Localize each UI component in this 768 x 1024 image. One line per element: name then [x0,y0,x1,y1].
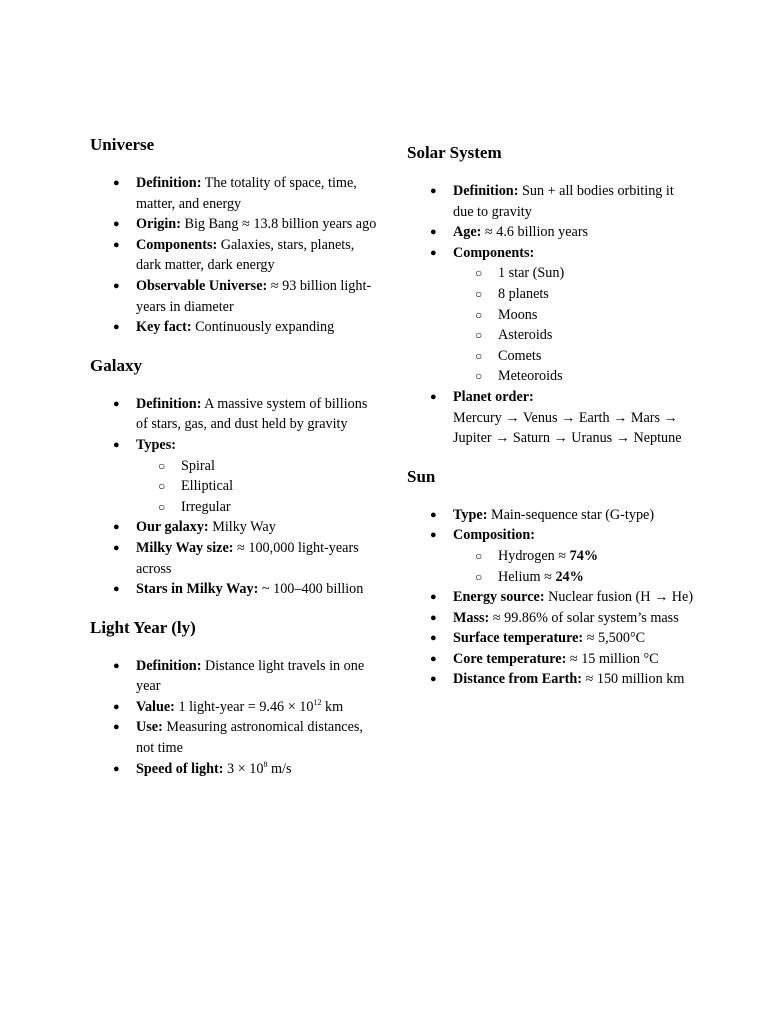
item-label: Speed of light: [136,760,224,777]
item-label: Components: [136,236,218,253]
list-item [136,759,380,780]
list-item [136,656,380,697]
item-label: Stars in Milky Way: [136,581,259,598]
item-label: Energy source: [453,589,545,606]
lightyear-list [90,656,380,780]
item-value: 24% [555,568,584,585]
sub-list-item [498,546,697,567]
item-label: Core temperature: [453,650,567,667]
item-label: Observable Universe: [136,277,268,294]
item-text: ≈ 4.6 billion years [481,224,589,241]
item-text: Sun + all bodies orbiting it due to gravity [453,183,674,220]
list-item [136,538,380,579]
item-label: Definition: [136,395,202,412]
solar-system-section [407,142,697,449]
list-item [136,517,380,538]
sun-composition-list [453,546,697,587]
list-item [136,394,380,435]
sub-list-item: ○ Asteroids [498,325,697,346]
list-item [453,387,697,449]
item-label: ● Components: [453,244,535,261]
sub-list-item: ○ 8 planets [498,284,697,305]
item-text: ~ 100–400 billion [258,581,364,598]
list-item [136,579,380,600]
lightyear-section [90,617,380,780]
list-item [453,181,697,222]
item-unit: km [321,698,344,715]
right-column [407,142,697,707]
item-text: 1 light-year = 9.46 × 10 [174,698,314,715]
lightyear-heading: Light Year (ly) [90,617,196,637]
item-text: Hydrogen ≈ [498,547,570,564]
item-text: 3 × 10 [223,760,264,777]
item-text: Helium ≈ [498,568,556,585]
item-label: ● Types: [136,436,176,453]
list-item [453,628,697,649]
item-label: Milky Way size: [136,539,234,556]
item-text: The totality of space, time, matter, and energy [136,175,357,212]
list-item [453,525,697,587]
galaxy-types-list [136,456,380,518]
item-text: Distance light travels in one year [136,657,365,695]
list-item [453,243,697,387]
list-item [136,235,380,276]
item-text: ≈ 99.86% of solar system’s mass [489,609,679,626]
list-item [136,435,380,517]
item-text: Big Bang ≈ 13.8 billion years ago [180,216,377,233]
exponent: 8 [263,759,268,769]
item-text: ≈ 150 million km [581,671,685,688]
item-unit: m/s [267,760,292,777]
item-text: Nuclear fusion (H → He) [544,589,694,606]
item-label: Surface temperature: [453,630,584,647]
item-label: Definition: [136,657,202,674]
item-label: Value: [136,698,175,715]
sub-list-item: ○ Irregular [181,497,380,518]
item-label: Mass: [453,609,490,626]
list-item [453,608,697,629]
item-text: ≈ 93 billion light-years in diameter [136,277,372,315]
solar-system-list [407,181,697,449]
list-item [136,173,380,214]
item-label: Use: [136,719,163,736]
universe-section [90,134,380,338]
item-text: ≈ 100,000 light-years across [136,539,359,577]
list-item [136,717,380,758]
galaxy-section [90,355,380,600]
item-label: Origin: [136,216,181,233]
sub-list-item: ○ Elliptical [181,476,380,497]
item-text: Galaxies, stars, planets, dark matter, dark energy [136,236,355,274]
list-item [136,214,380,235]
item-label: Definition: [136,175,202,191]
item-text: Main-sequence star (G-type) [487,506,655,523]
item-label: ● Planet order: [453,388,534,405]
item-text: Measuring astronomical distances, not time [136,719,363,757]
sub-list-item: ○ 1 star (Sun) [498,263,697,284]
left-column [90,134,380,796]
item-text: Mercury → Venus → Earth → Mars → Jupiter → Saturn → Uranus → Neptune [453,409,682,447]
item-label: Definition: [453,183,519,199]
list-item [453,222,697,243]
item-text: ≈ 15 million °C [566,650,659,667]
sub-list-item: ○ Moons [498,305,697,326]
sun-section [407,466,697,690]
list-item [453,669,697,690]
item-label: Our galaxy: [136,519,209,536]
solar-system-heading: Solar System [407,143,502,162]
item-text: Continuously expanding [191,319,335,336]
exponent: 12 [313,697,322,707]
item-label: Type: [453,506,488,523]
item-text: A massive system of billions of stars, gas, and dust held by gravity [136,395,368,433]
list-item [453,649,697,670]
item-label: Age: [453,224,482,241]
sub-list-item: ○ Spiral [181,456,380,477]
solar-components-list [453,263,697,387]
sub-list-item: ○ Meteoroids [498,366,697,387]
list-item [453,505,697,526]
item-text: ≈ 5,500°C [583,630,646,647]
sun-list [407,505,697,690]
list-item [453,587,697,608]
universe-list [90,173,380,338]
item-label: Distance from Earth: [453,671,582,688]
item-label: Key fact: [136,319,192,336]
item-value: 74% [569,547,598,564]
list-item [136,276,380,317]
list-item [136,697,380,718]
item-text: Milky Way [208,519,276,536]
list-item [136,317,380,338]
sun-heading: Sun [407,466,436,486]
galaxy-heading: Galaxy [90,355,142,375]
universe-heading: Universe [90,135,155,154]
item-label: ● Composition: [453,527,535,544]
sub-list-item: ○ Comets [498,346,697,367]
galaxy-list [90,394,380,600]
sub-list-item [498,567,697,588]
